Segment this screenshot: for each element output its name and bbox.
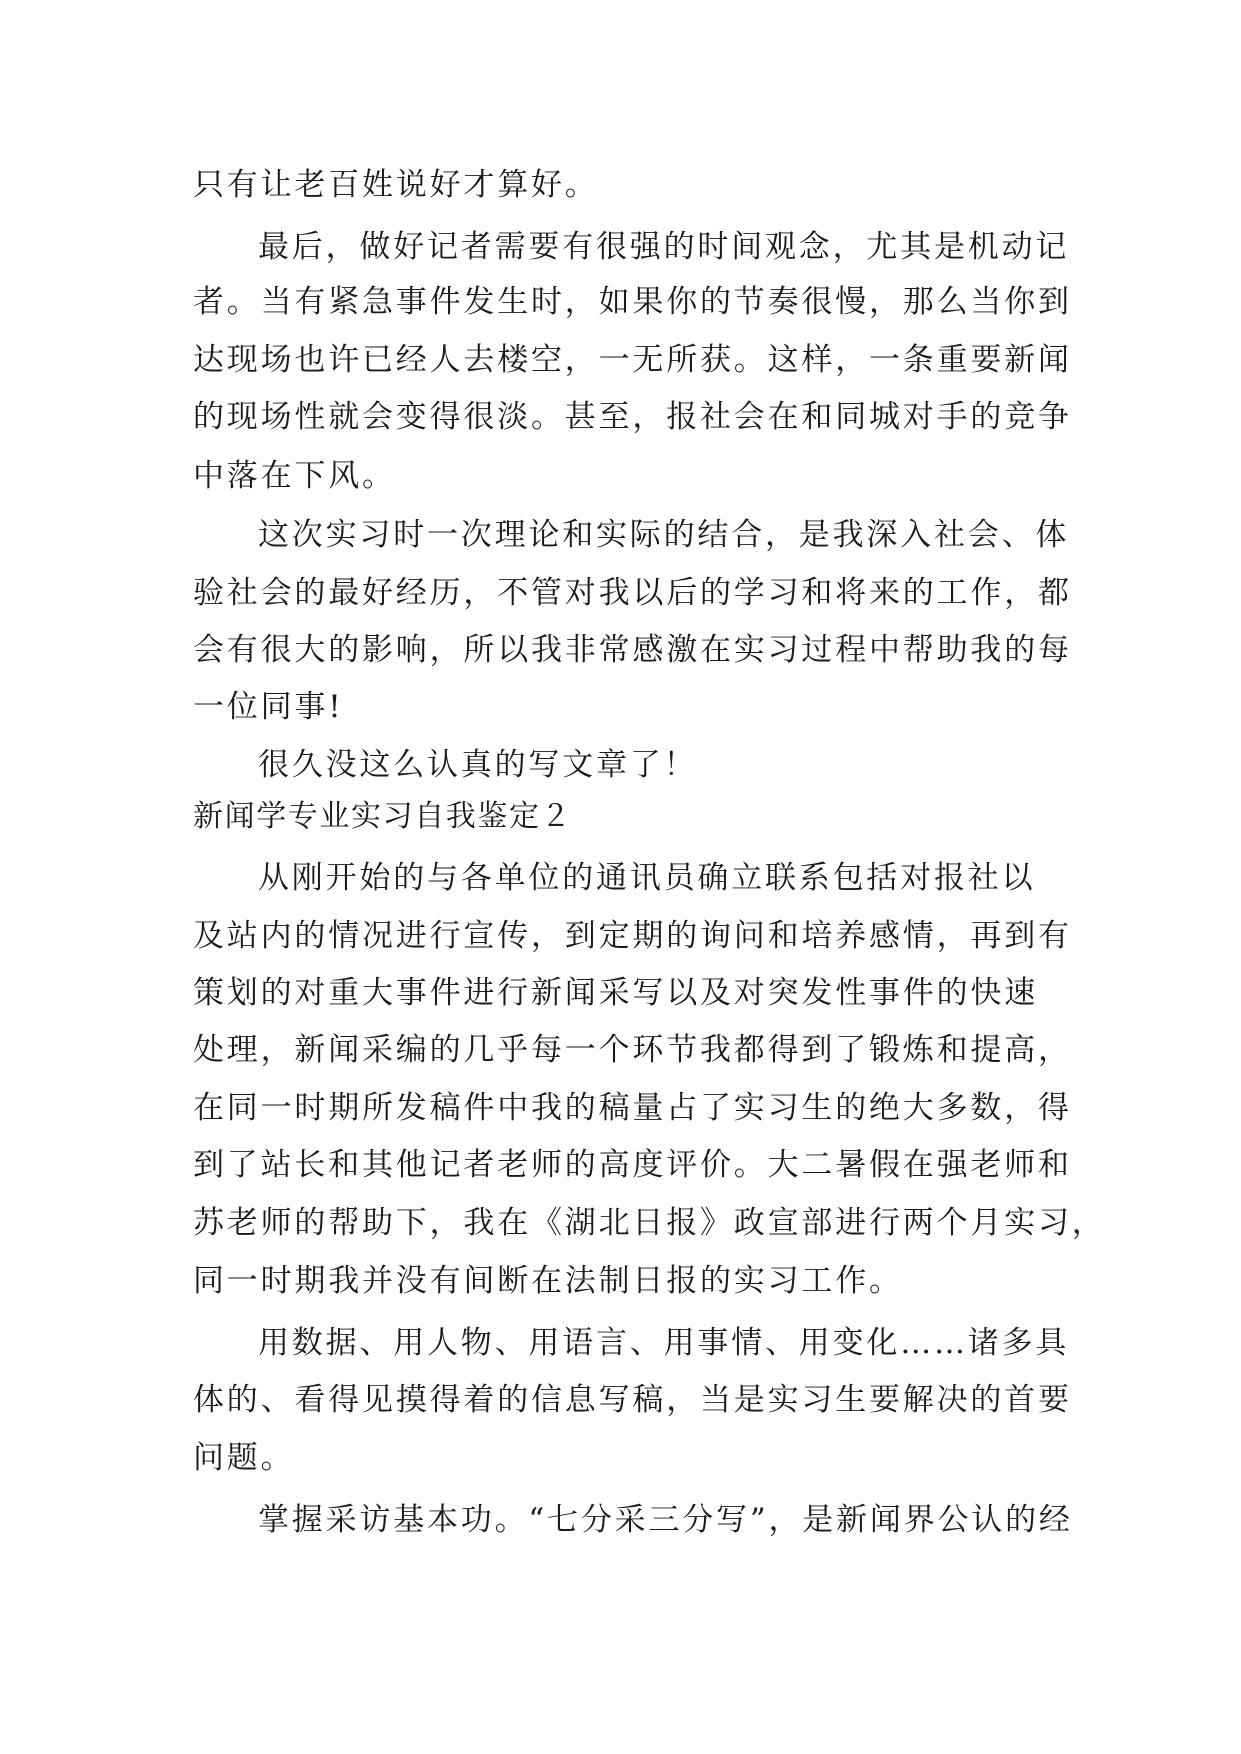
text-line: 这次实习时一次理论和实际的结合，是我深入社会、体 bbox=[258, 517, 1070, 553]
text-line: 一位同事! bbox=[193, 689, 344, 725]
text-line: 问题。 bbox=[193, 1440, 295, 1476]
text-line: 最后，做好记者需要有很强的时间观念，尤其是机动记 bbox=[258, 229, 1070, 265]
text-line: 同一时期我并没有间断在法制日报的实习工作。 bbox=[193, 1263, 903, 1299]
text-line: 验社会的最好经历，不管对我以后的学习和将来的工作，都 bbox=[193, 575, 1072, 611]
text-line: 到了站长和其他记者老师的高度评价。大二暑假在强老师和 bbox=[193, 1147, 1072, 1183]
text-line: 从刚开始的与各单位的通讯员确立联系包括对报社以 bbox=[258, 860, 1036, 896]
text-line: 只有让老百姓说好才算好。 bbox=[193, 167, 599, 203]
text-line: 的现场性就会变得很淡。甚至，报社会在和同城对手的竞争 bbox=[193, 399, 1072, 435]
text-line: 策划的对重大事件进行新闻采写以及对突发性事件的快速 bbox=[193, 975, 1038, 1011]
text-line: 很久没这么认真的写文章了！ bbox=[258, 747, 698, 783]
text-line: 达现场也许已经人去楼空，一无所获。这样，一条重要新闻 bbox=[193, 342, 1072, 378]
text-line: 处理，新闻采编的几乎每一个环节我都得到了锻炼和提高， bbox=[193, 1032, 1072, 1068]
text-line: 体的、看得见摸得着的信息写稿，当是实习生要解决的首要 bbox=[193, 1382, 1072, 1418]
text-line: 苏老师的帮助下，我在《湖北日报》政宣部进行两个月实习， bbox=[193, 1205, 1106, 1241]
text-line: 中落在下风。 bbox=[193, 458, 396, 494]
text-line: 会有很大的影响，所以我非常感激在实习过程中帮助我的每 bbox=[193, 632, 1072, 668]
text-line: 及站内的情况进行宣传，到定期的询问和培养感情，再到有 bbox=[193, 918, 1072, 954]
text-line: 掌握采访基本功。“七分采三分写”，是新闻界公认的经 bbox=[258, 1502, 1073, 1538]
text-line: 用数据、用人物、用语言、用事情、用变化……诸多具 bbox=[258, 1325, 1070, 1361]
text-line: 在同一时期所发稿件中我的稿量占了实习生的绝大多数，得 bbox=[193, 1090, 1072, 1126]
text-line: 者。当有紧急事件发生时，如果你的节奏很慢，那么当你到 bbox=[193, 284, 1072, 320]
section-title: 新闻学专业实习自我鉴定２ bbox=[193, 799, 573, 834]
